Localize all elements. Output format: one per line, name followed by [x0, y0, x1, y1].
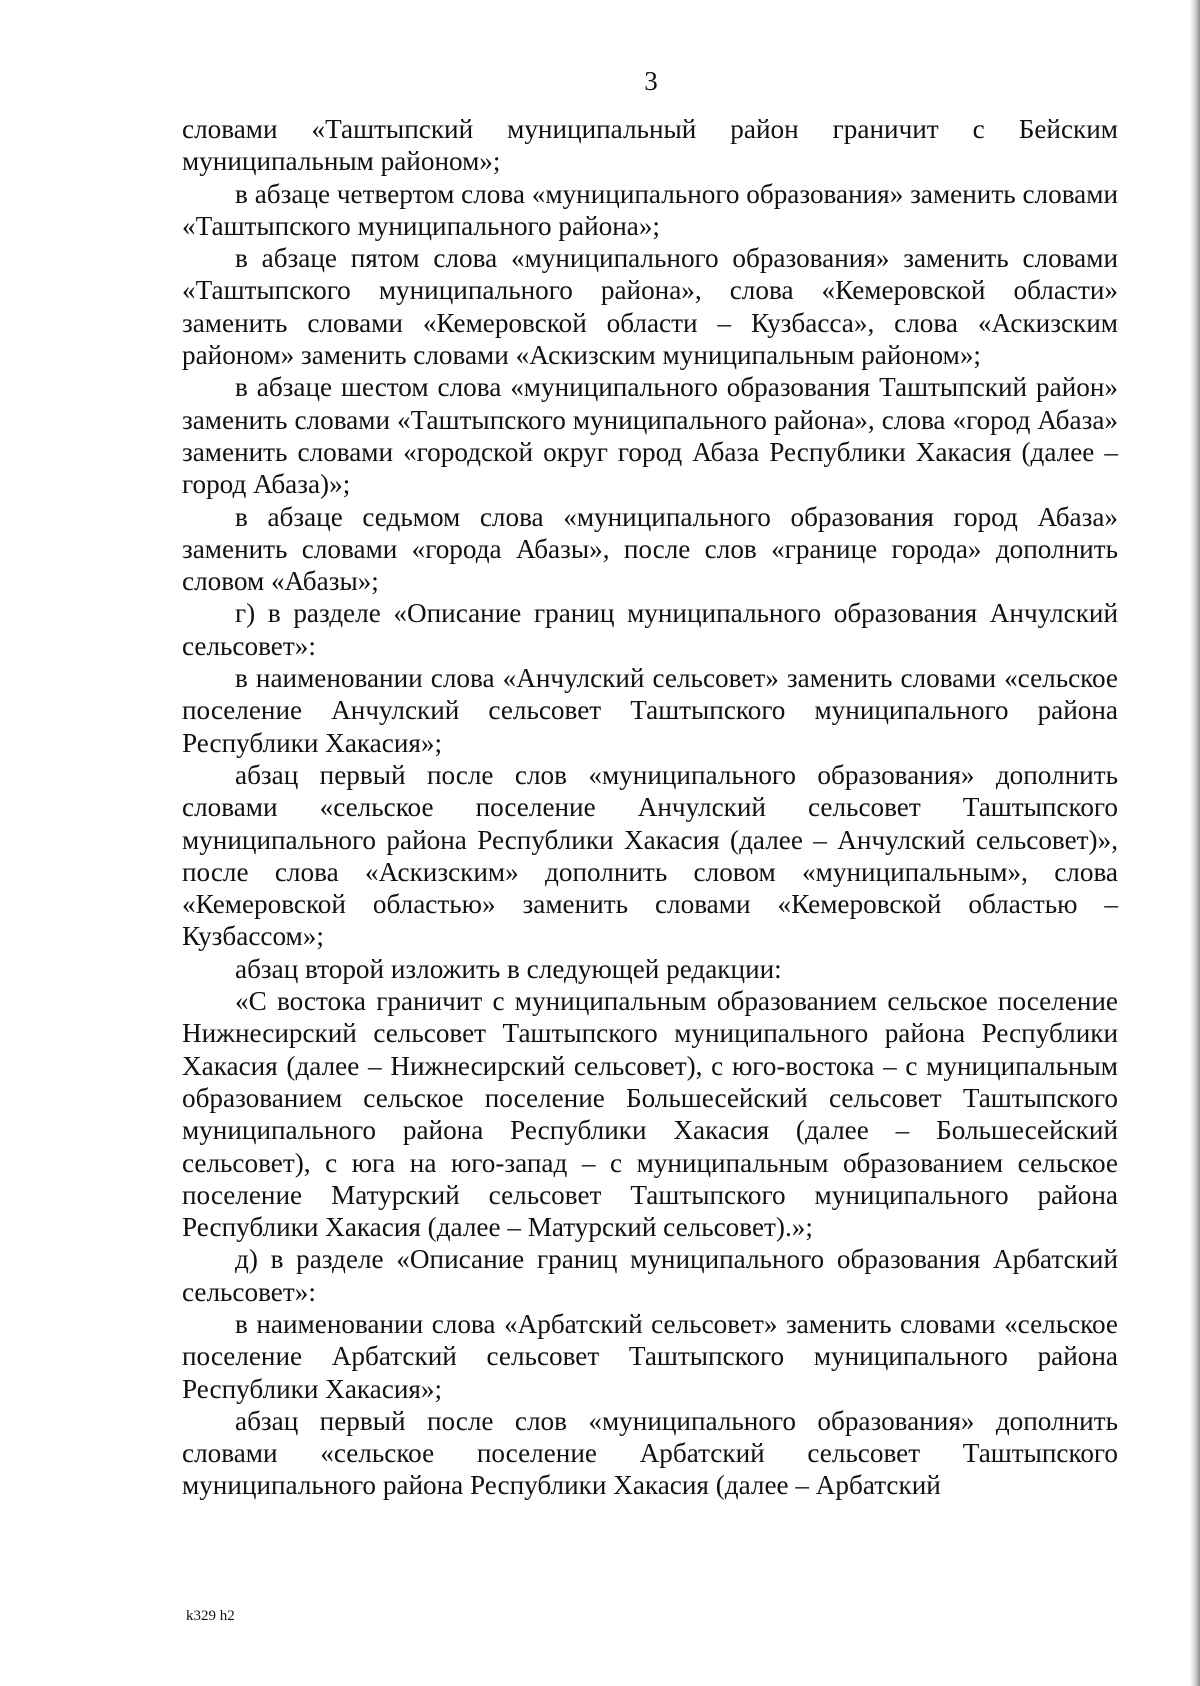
paragraph-4: в абзаце шестом слова «муниципального образования Таштыпский район» заменить словами «Таштыпского муниципального района», слова «город Абаза» заменить словами «городской округ город Абаза Республики Хакасия (далее – город Абаза)»; [182, 372, 1118, 500]
paragraph-6: г) в разделе «Описание границ муниципального образования Анчулский сельсовет»: [182, 598, 1118, 661]
page-number: 3 [644, 66, 658, 96]
footer-code: k329 h2 [186, 1608, 235, 1624]
document-body [182, 113, 1118, 1502]
paragraph-8: абзац первый после слов «муниципального образования» дополнить словами «сельское поселение Анчулский сельсовет Таштыпского муниципального района Республики Хакасия (далее – Анчулский сельсовет)», после слова «Аскизским» дополнить словом «муниципальным», слова «Кемеровской областью» заменить словами «Кемеровской областью – Кузбассом»; [182, 759, 1118, 952]
paragraph-12: в наименовании слова «Арбатский сельсовет» заменить словами «сельское поселение Арбатский сельсовет Таштыпского муниципального района Республики Хакасия»; [182, 1308, 1118, 1404]
page-edge-shadow [1190, 0, 1200, 1686]
paragraph-10: «С востока граничит с муниципальным образованием сельское поселение Нижнесирский сельсовет Таштыпского муниципального района Республики Хакасия (далее – Нижнесирский сельсовет), с юго-востока – с муниципальным образованием сельское поселение Большесейский сельсовет Таштыпского муниципального района Республики Хакасия (далее – Большесейский сельсовет), с юга на юго-запад – с муниципальным образованием сельское поселение Матурский сельсовет Таштыпского муниципального района Республики Хакасия (далее – Матурский сельсовет).»; [182, 986, 1118, 1243]
paragraph-2: в абзаце четвертом слова «муниципального образования» заменить словами «Таштыпского муниципального района»; [182, 178, 1118, 241]
paragraph-7: в наименовании слова «Анчулский сельсовет» заменить словами «сельское поселение Анчулский сельсовет Таштыпского муниципального района Республики Хакасия»; [182, 663, 1118, 758]
paragraph-5: в абзаце седьмом слова «муниципального образования город Абаза» заменить словами «города Абазы», после слов «границе города» дополнить словом «Абазы»; [182, 501, 1118, 597]
paragraph-11: д) в разделе «Описание границ муниципального образования Арбатский сельсовет»: [182, 1244, 1118, 1307]
paragraph-1: словами «Таштыпский муниципальный район граничит с Бейским муниципальным районом»; [182, 114, 1118, 177]
paragraph-13: абзац первый после слов «муниципального образования» дополнить словами «сельское поселение Арбатский сельсовет Таштыпского муниципального района Республики Хакасия (далее – Арбатский [182, 1405, 1118, 1501]
paragraph-3: в абзаце пятом слова «муниципального образования» заменить словами «Таштыпского муниципального района», слова «Кемеровской области» заменить словами «Кемеровской области – Кузбасса», слова «Аскизским районом» заменить словами «Аскизским муниципальным районом»; [182, 243, 1118, 371]
paragraph-9: абзац второй изложить в следующей редакции: [235, 953, 782, 984]
